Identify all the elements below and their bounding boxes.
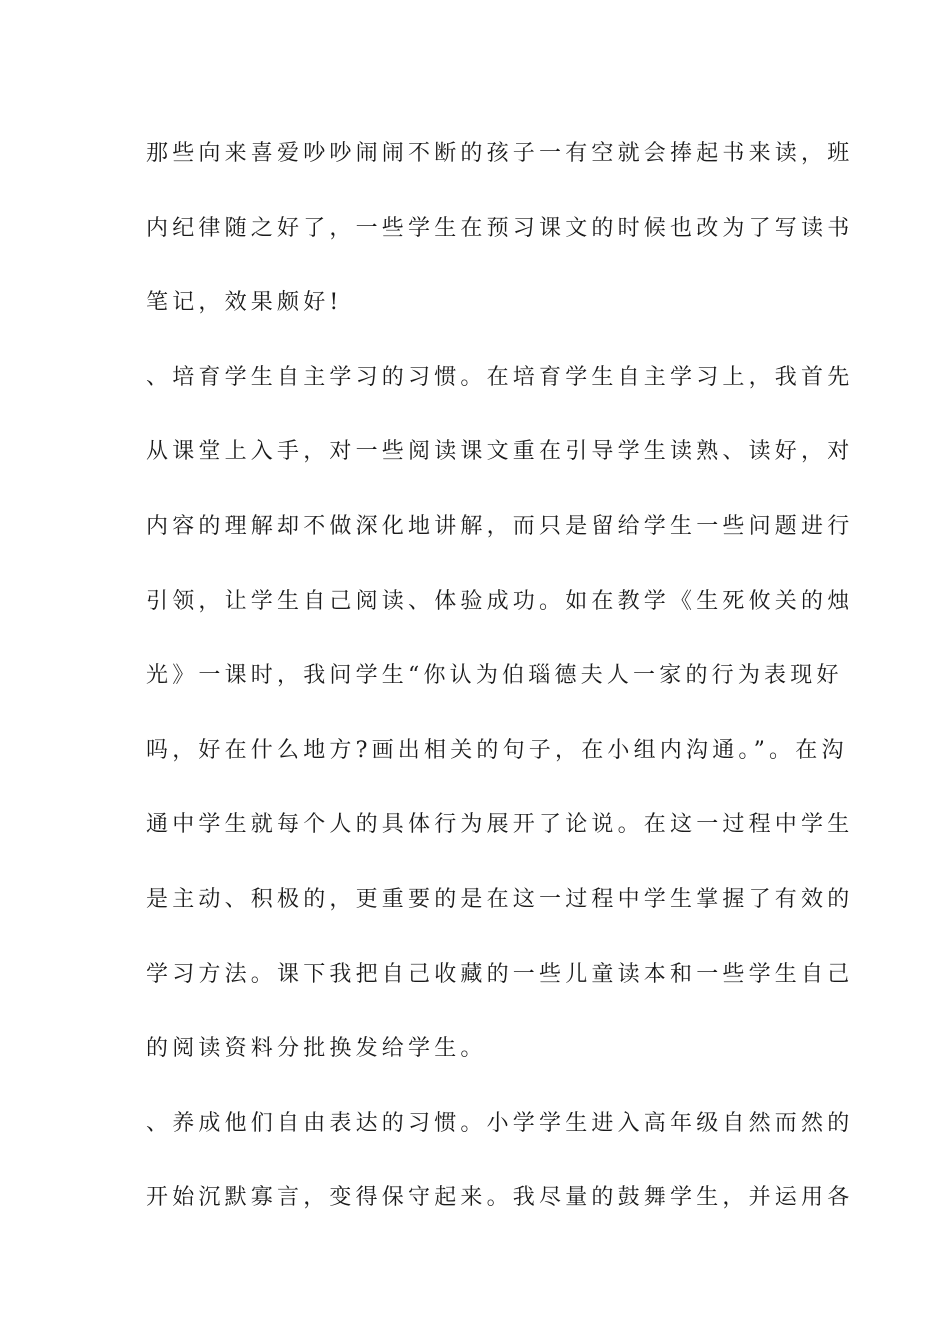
text-line: 内纪律随之好了，一些学生在预习课文的时候也改为了写读书 (146, 215, 854, 241)
text-line: 通中学生就每个人的具体行为展开了论说。在这一过程中学生 (146, 812, 854, 838)
text-line: 的阅读资料分批换发给学生。 (146, 1036, 487, 1062)
text-line: 笔记，效果颇好! (146, 290, 343, 316)
text-line: 吗，好在什么地方?画出相关的句子，在小组内沟通。”。在沟 (146, 737, 848, 763)
body-text (146, 132, 854, 1251)
text-line: 光》一课时，我问学生“你认为伯瑙德夫人一家的行为表现好 (146, 663, 843, 689)
text-line: 内容的理解却不做深化地讲解，而只是留给学生一些问题进行 (146, 513, 854, 539)
text-line: 学习方法。课下我把自己收藏的一些儿童读本和一些学生自己 (146, 961, 854, 987)
text-line: 开始沉默寡言，变得保守起来。我尽量的鼓舞学生，并运用各 (146, 1185, 854, 1211)
text-line: 是主动、积极的，更重要的是在这一过程中学生掌握了有效的 (146, 886, 854, 912)
text-line: 从课堂上入手，对一些阅读课文重在引导学生读熟、读好，对 (146, 439, 854, 465)
text-line: 、培育学生自主学习的习惯。在培育学生自主学习上，我首先 (146, 364, 854, 390)
text-line: 、养成他们自由表达的习惯。小学学生进入高年级自然而然的 (146, 1110, 854, 1136)
text-line: 引领，让学生自己阅读、体验成功。如在教学《生死攸关的烛 (146, 588, 854, 614)
text-line: 那些向来喜爱吵吵闹闹不断的孩子一有空就会捧起书来读，班 (146, 141, 854, 166)
